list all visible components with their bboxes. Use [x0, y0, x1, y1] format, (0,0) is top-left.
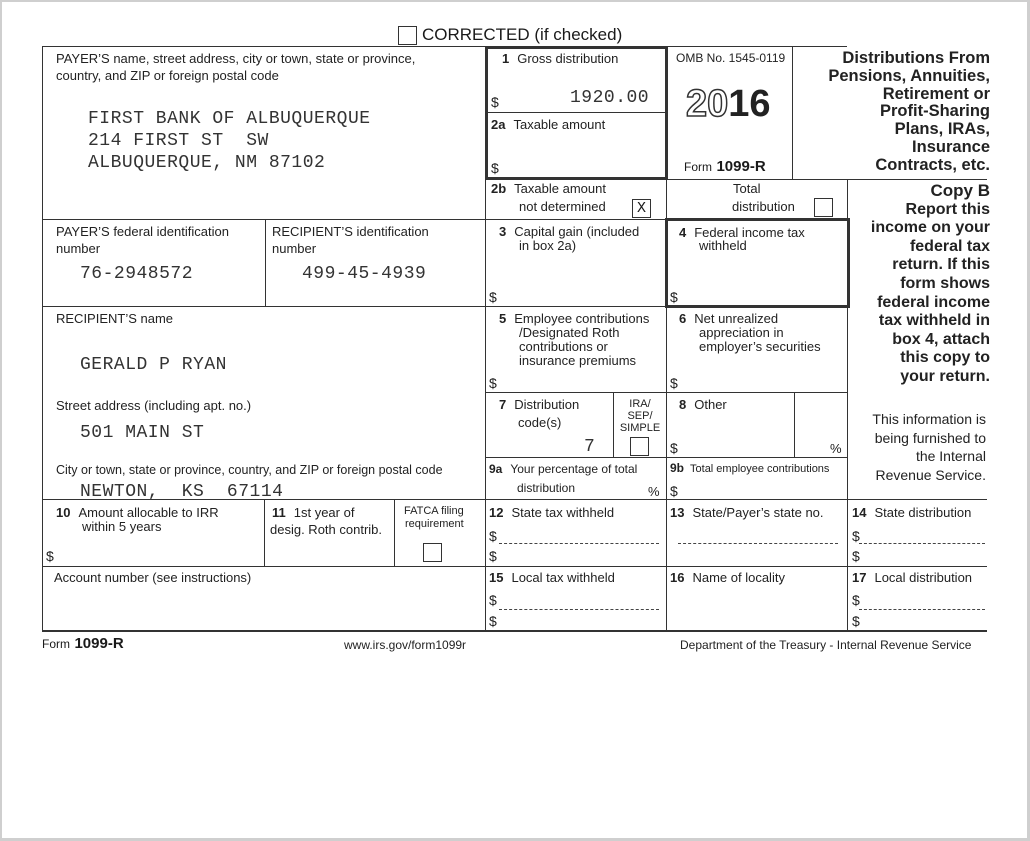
recipient-id: 499-45-4939	[302, 264, 427, 284]
box2b-label2: not determined	[519, 199, 606, 214]
box1-dollar: $	[491, 94, 499, 110]
form-name-header: Form 1099-R	[684, 158, 766, 175]
recipient-id-label2: number	[272, 241, 317, 256]
recipient-city-label: City or town, state or province, country, and ZIP or foreign postal code	[56, 463, 443, 477]
box7-label: 7 Distribution	[499, 397, 580, 412]
payer-label-line1: PAYER’S name, street address, city or town, state or province,	[56, 51, 416, 66]
corrected-label: CORRECTED (if checked)	[422, 25, 623, 44]
recipient-street: 501 MAIN ST	[80, 423, 205, 443]
box9b-dollar: $	[670, 483, 678, 499]
box3-label2: in box 2a)	[519, 238, 577, 253]
box2b-label: 2b Taxable amount	[491, 181, 606, 196]
box2b-check-mark: X	[636, 200, 646, 217]
box13-label: 13 State/Payer’s state no.	[670, 505, 824, 520]
tax-year-bold: 16	[728, 83, 771, 125]
ira-sep-simple-checkbox[interactable]	[630, 437, 649, 456]
box10-label2: within 5 years	[82, 519, 162, 534]
box6-label: 6 Net unrealized	[679, 311, 779, 326]
box6-label2: appreciation in	[699, 325, 784, 340]
box7-label2: code(s)	[518, 415, 562, 430]
box2a-dollar: $	[491, 160, 499, 176]
box3-dollar: $	[489, 289, 497, 305]
footer-form-name: Form 1099-R	[42, 635, 124, 652]
box15-dollar1: $	[489, 592, 497, 608]
total-distribution-label2: distribution	[732, 199, 795, 214]
payer-city: ALBUQUERQUE, NM 87102	[88, 153, 326, 173]
fatca-label1: FATCA filing	[404, 505, 464, 517]
box9a-label2: distribution	[517, 481, 576, 495]
box4-label2: withheld	[699, 238, 747, 253]
payer-label-line2: country, and ZIP or foreign postal code	[56, 68, 279, 83]
box1-value: 1920.00	[570, 88, 650, 108]
box5-label3: contributions or	[519, 339, 608, 354]
form-1099r-page	[2, 2, 1027, 838]
tax-year	[686, 84, 771, 124]
box8-label: 8 Other	[679, 397, 727, 412]
box12-label: 12 State tax withheld	[489, 505, 615, 520]
fatca-checkbox[interactable]	[423, 543, 442, 562]
box9a-percent: %	[648, 484, 660, 499]
box7-value: 7	[584, 437, 596, 457]
box5-label: 5 Employee contributions	[499, 311, 650, 326]
recipient-city: NEWTON, KS 67114	[80, 482, 284, 502]
corrected-checkbox[interactable]	[398, 26, 417, 45]
payer-fed-id: 76-2948572	[80, 264, 194, 284]
box8-percent: %	[830, 441, 842, 456]
box14-label: 14 State distribution	[852, 505, 972, 520]
box2b-checkbox[interactable]	[632, 199, 651, 218]
account-number-label: Account number (see instructions)	[54, 570, 252, 585]
box12-dollar2: $	[489, 548, 497, 564]
box1-label: 1 Gross distribution	[502, 51, 619, 66]
box15-label: 15 Local tax withheld	[489, 570, 615, 585]
box10-dollar: $	[46, 548, 54, 564]
box2a-label: 2a Taxable amount	[491, 117, 606, 132]
payer-fed-id-label2: number	[56, 241, 101, 256]
box10-label: 10 Amount allocable to IRR	[56, 505, 219, 520]
box15-dollar2: $	[489, 613, 497, 629]
recipient-id-label: RECIPIENT’S identification	[272, 224, 429, 239]
payer-street: 214 FIRST ST SW	[88, 131, 269, 151]
box17-dollar1: $	[852, 592, 860, 608]
box3-label: 3 Capital gain (included	[499, 224, 640, 239]
ira-sep-simple-label: IRA/ SEP/ SIMPLE	[619, 398, 661, 434]
box4-label: 4 Federal income tax	[679, 225, 805, 240]
payer-name: FIRST BANK OF ALBUQUERQUE	[88, 109, 371, 129]
box8-dollar: $	[670, 440, 678, 456]
footer-department: Department of the Treasury - Internal Revenue Service	[680, 638, 972, 652]
fatca-label2: requirement	[405, 518, 464, 530]
box5-dollar: $	[489, 375, 497, 391]
copy-b-info: This information is being furnished to the Internal Revenue Service.	[872, 411, 986, 483]
box9b-label: 9b Total employee contributions	[670, 461, 830, 475]
tax-year-light: 20	[686, 83, 729, 125]
box6-dollar: $	[670, 375, 678, 391]
payer-fed-id-label: PAYER’S federal identification	[56, 224, 229, 239]
total-distribution-label1: Total	[733, 181, 761, 196]
footer-url[interactable]: www.irs.gov/form1099r	[344, 638, 467, 652]
box11-label2: desig. Roth contrib.	[270, 522, 383, 537]
total-distribution-checkbox[interactable]	[814, 198, 833, 217]
form-title: Distributions From Pensions, Annuities, Retirement or Profit-Sharing Plans, IRAs, Insurance Contracts, etc.	[828, 49, 990, 174]
recipient-name: GERALD P RYAN	[80, 355, 227, 375]
box17-dollar2: $	[852, 613, 860, 629]
recipient-name-label: RECIPIENT’S name	[56, 311, 174, 326]
box17-label: 17 Local distribution	[852, 570, 973, 585]
recipient-street-label: Street address (including apt. no.)	[56, 398, 252, 413]
box14-dollar1: $	[852, 528, 860, 544]
box5-label2: /Designated Roth	[519, 325, 620, 340]
box9a-label: 9a Your percentage of total	[489, 462, 638, 476]
box6-label3: employer’s securities	[699, 339, 821, 354]
box16-label: 16 Name of locality	[670, 570, 785, 585]
omb-number: OMB No. 1545-0119	[676, 51, 786, 65]
box5-label4: insurance premiums	[519, 353, 637, 368]
copy-b-instructions: Copy B Report this income on your federal tax return. If this form shows federal income tax withheld in box 4, attach this copy to your return.	[870, 181, 990, 385]
box11-label: 11 1st year of	[272, 505, 355, 520]
box14-dollar2: $	[852, 548, 860, 564]
box12-dollar1: $	[489, 528, 497, 544]
box4-dollar: $	[670, 289, 678, 305]
